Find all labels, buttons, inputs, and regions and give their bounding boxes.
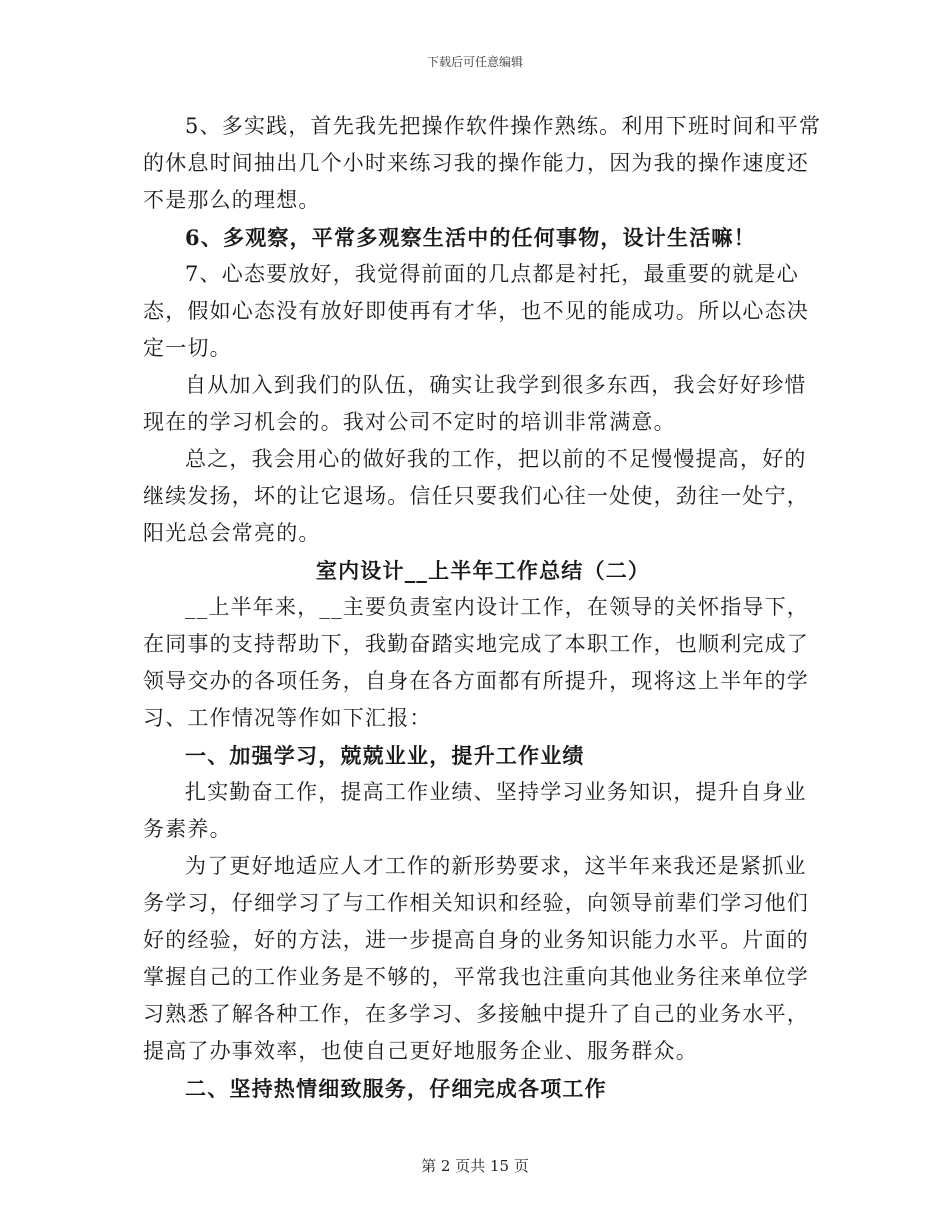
heading-2: 二、坚持热情细致服务，仔细完成各项工作 [185, 1076, 607, 1101]
paragraph-1: 5、多实践，首先我先把操作软件操作熟练。利用下班时间和平常的休息时间抽出几个小时来练习我的操作能力，因为我的操作速度还不是那么的理想。 [143, 114, 822, 212]
page-header: 下载后可任意编辑 [426, 55, 523, 69]
page-footer: 第 2 页共 15 页 [421, 1157, 529, 1175]
document-body [143, 108, 823, 1107]
paragraph-5: 总之，我会用心的做好我的工作，把以前的不足慢慢提高，好的继续发扬，坏的让它退场。信任只要我们心往一处使，劲往一处宁，阳光总会常亮的。 [143, 447, 809, 545]
paragraph-3: 7、心态要放好，我觉得前面的几点都是衬托，最重要的就是心态，假如心态没有放好即使再有才华，也不见的能成功。所以心态决定一切。 [143, 262, 809, 360]
paragraph-6: __上半年来，__主要负责室内设计工作，在领导的关怀指导下，在同事的支持帮助下，我勤奋踏实地完成了本职工作，也顺利完成了领导交办的各项任务，自身在各方面都有所提升，现将这上半年的学习、工作情况等作如下汇报： [143, 595, 809, 730]
paragraph-2: 6、多观察，平常多观察生活中的任何事物，设计生活嘛！ [185, 225, 756, 250]
paragraph-7: 扎实勤奋工作，提高工作业绩、坚持学习业务知识，提升自身业务素养。 [143, 780, 807, 841]
heading-1: 一、加强学习，兢兢业业，提升工作业绩 [185, 743, 585, 768]
paragraph-8: 为了更好地适应人才工作的新形势要求，这半年来我还是紧抓业务学习，仔细学习了与工作相关知识和经验，向领导前辈们学习他们好的经验，好的方法，进一步提高自身的业务知识能力水平。片面的掌握自己的工作业务是不够的，平常我也注重向其他业务往来单位学习熟悉了解各种工作，在多学习、多接触中提升了自己的业务水平，提高了办事效率，也使自己更好地服务企业、服务群众。 [143, 854, 809, 1063]
paragraph-4: 自从加入到我们的队伍，确实让我学到很多东西，我会好好珍惜现在的学习机会的。我对公司不定时的培训非常满意。 [143, 373, 807, 434]
section-title: 室内设计__上半年工作总结（二） [315, 558, 651, 583]
